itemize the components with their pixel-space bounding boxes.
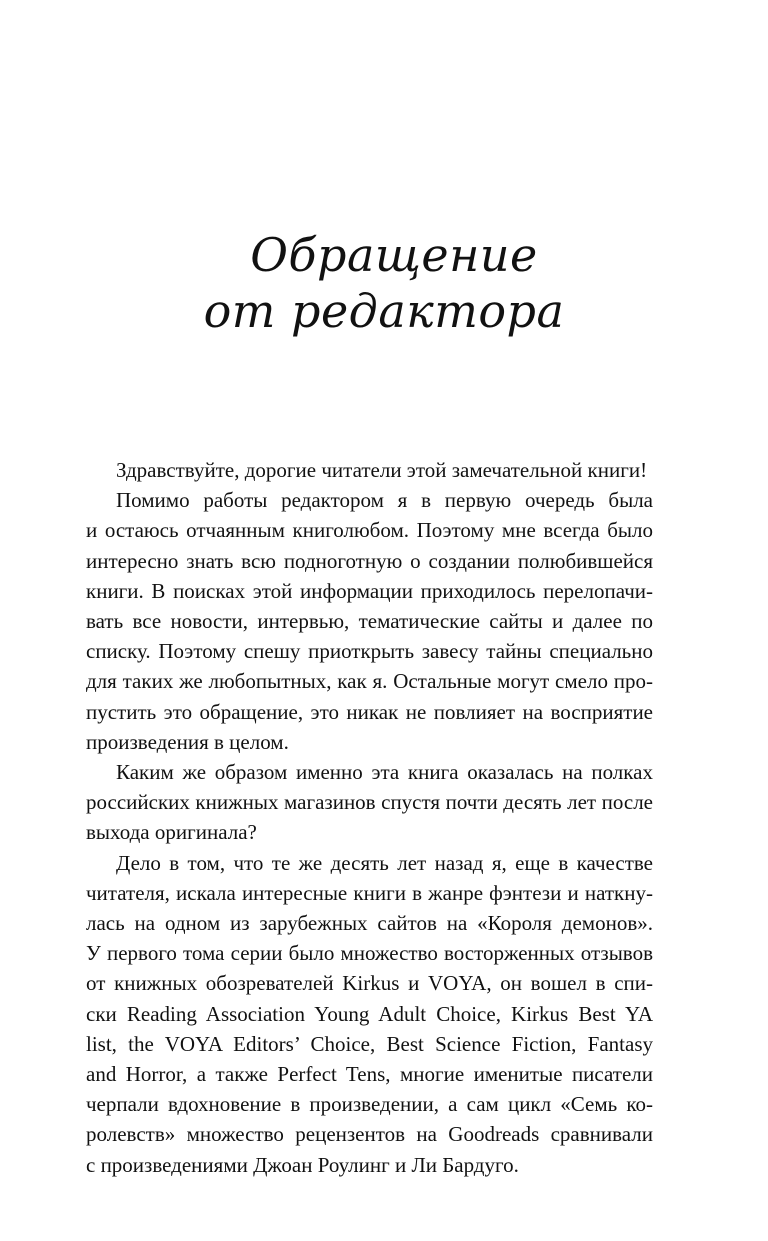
text-line: от книжных обозревателей Kirkus и VOYA, он вошел в спи- xyxy=(86,971,653,996)
text-line: для таких же любопытных, как я. Остальные могут смело про- xyxy=(86,669,653,694)
paragraph-2 xyxy=(86,485,653,757)
text-line: list, the VOYA Editors’ Choice, Best Science Fiction, Fantasy xyxy=(86,1031,653,1056)
text-line: и остаюсь отчаянным книголюбом. Поэтому мне всегда было xyxy=(86,518,653,543)
body-text xyxy=(86,455,653,1180)
text-line: списку. Поэтому спешу приоткрыть завесу тайны специально xyxy=(86,639,653,664)
chapter-heading xyxy=(0,227,768,339)
heading-line-1: Обращение xyxy=(250,227,538,282)
text-line: с произведениями Джоан Роулинг и Ли Бардуго. xyxy=(86,1152,519,1177)
text-line: Дело в том, что те же десять лет назад я, еще в качестве xyxy=(116,850,653,875)
text-line: У первого тома серии было множество восторженных отзывов xyxy=(86,941,653,966)
text-line: читателя, искала интересные книги в жанре фэнтези и наткну- xyxy=(86,880,653,905)
text-line: произведения в целом. xyxy=(86,729,289,754)
text-line: выхода оригинала? xyxy=(86,820,257,845)
text-line: пустить это обращение, это никак не повлияет на восприятие xyxy=(86,699,653,724)
text-line: Помимо работы редактором я в первую очередь была xyxy=(116,488,653,513)
text-line: книги. В поисках этой информации приходилось перелопачи- xyxy=(86,578,653,603)
paragraph-4 xyxy=(86,848,653,1180)
text-line: Каким же образом именно эта книга оказалась на полках xyxy=(116,760,653,785)
text-line: and Horror, а также Perfect Tens, многие именитые писатели xyxy=(86,1062,653,1087)
text-line: черпали вдохновение в произведении, а сам цикл «Семь ко- xyxy=(86,1092,653,1117)
paragraph-1 xyxy=(116,455,653,485)
text-line: лась на одном из зарубежных сайтов на «Короля демонов». xyxy=(86,911,653,936)
text-line: ски Reading Association Young Adult Choice, Kirkus Best YA xyxy=(86,1001,653,1026)
text-line: российских книжных магазинов спустя почти десять лет после xyxy=(86,790,653,815)
heading-line-2: от редактора xyxy=(203,283,565,338)
text-line: интересно знать всю подноготную о создании полюбившейся xyxy=(86,548,653,573)
text-line: ролевств» множество рецензентов на Goodreads сравнивали xyxy=(86,1122,653,1147)
text-line: вать все новости, интервью, тематические сайты и далее по xyxy=(86,609,653,634)
paragraph-3 xyxy=(86,757,653,848)
text-line: Здравствуйте, дорогие читатели этой замечательной книги! xyxy=(116,458,648,482)
